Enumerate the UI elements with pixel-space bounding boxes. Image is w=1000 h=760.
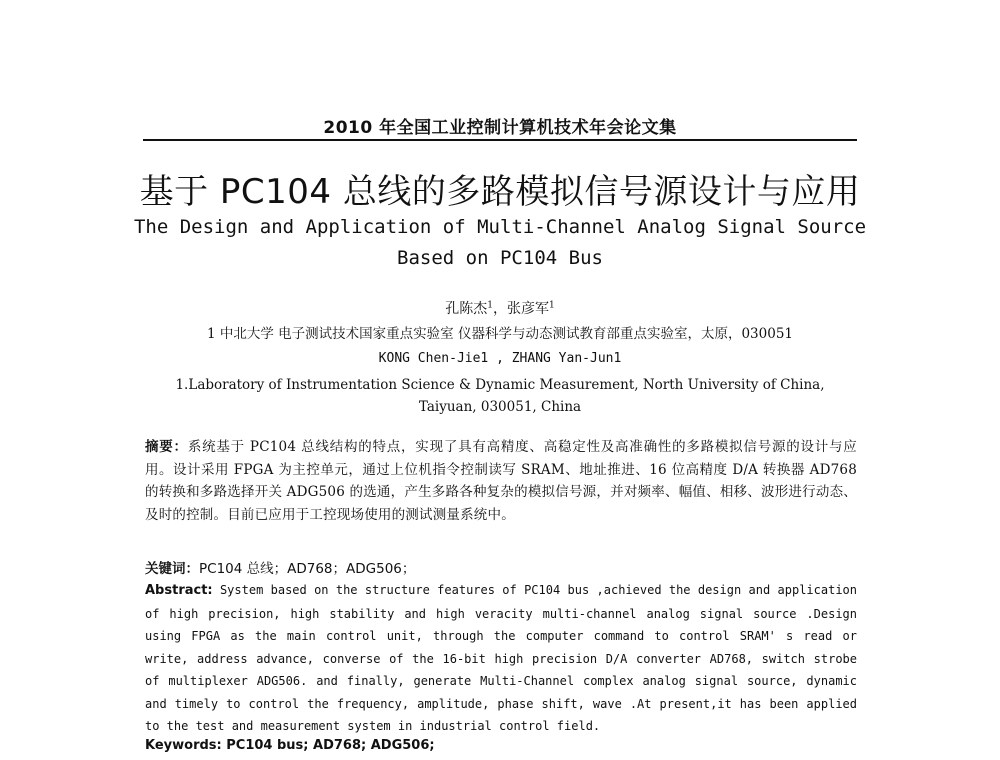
keywords-chinese-label: 关键词： [145, 561, 199, 577]
author-2-cn: 张彦军 [507, 301, 549, 317]
header-rule [143, 139, 857, 141]
abstract-english [145, 579, 857, 738]
title-english [0, 212, 1000, 274]
keywords-english-label: Keywords: [145, 738, 222, 753]
abstract-chinese [145, 436, 857, 526]
keywords-english [145, 738, 857, 753]
author-1-affil-mark: 1 [487, 300, 493, 311]
author-separator: ， [493, 301, 507, 317]
abstract-chinese-label: 摘要： [145, 439, 188, 455]
affiliation-english-line-2: Taiyuan, 030051, China [418, 399, 582, 415]
affiliation-english-line-1: 1.Laboratory of Instrumentation Science & Dynamic Measurement, North University of China, [175, 377, 825, 393]
title-chinese: 基于 PC104 总线的多路模拟信号源设计与应用 [139, 172, 861, 212]
authors-chinese [0, 298, 1000, 318]
title-english-line-2: Based on PC104 Bus [397, 247, 603, 269]
authors-english: KONG Chen-Jie1 , ZHANG Yan-Jun1 [378, 351, 622, 366]
author-1-cn: 孔陈杰 [445, 301, 488, 317]
affiliation-english [143, 374, 857, 418]
keywords-chinese-text: PC104 总线；AD768；ADG506； [199, 561, 416, 577]
keywords-chinese [145, 557, 857, 577]
keywords-english-text: PC104 bus; AD768; ADG506; [226, 738, 435, 753]
abstract-english-text: System based on the structure features of PC104 bus ,achieved the design and application of high precision, high stability and high veracity multi-channel analog signal source .Design using FPGA as the main control unit, through the computer command to control SRAM' s read or write, address advance, converse of the 16-bit high precision D/A converter AD768, switch strobe of multiplexer ADG506. and finally, generate Multi-Channel complex analog signal source, dynamic and timely to control the frequency, amplitude, phase shift, wave .At present,it has been applied to the test and measurement system in industrial control field. [145, 583, 857, 733]
abstract-chinese-text: 系统基于 PC104 总线结构的特点，实现了具有高精度、高稳定性及高准确性的多路模拟信号源的设计与应用。设计采用 FPGA 为主控单元，通过上位机指令控制读写 SRAM、地址推进、16 位高精度 D/A 转换器 AD768 的转换和多路选择开关 ADG506 的选通，产生多路各种复杂的模拟信号源，并对频率、幅值、相移、波形进行动态、及时的控制。目前已应用于工控现场使用的测试测量系统中。 [145, 439, 857, 523]
title-english-line-1: The Design and Application of Multi-Channel Analog Signal Source [133, 216, 867, 238]
author-2-affil-mark: 1 [549, 300, 555, 311]
affiliation-chinese: 1 中北大学 电子测试技术国家重点实验室 仪器科学与动态测试教育部重点实验室，太原，030051 [207, 326, 793, 342]
abstract-english-label: Abstract: [145, 583, 213, 598]
running-header: 2010 年全国工业控制计算机技术年会论文集 [323, 118, 677, 138]
